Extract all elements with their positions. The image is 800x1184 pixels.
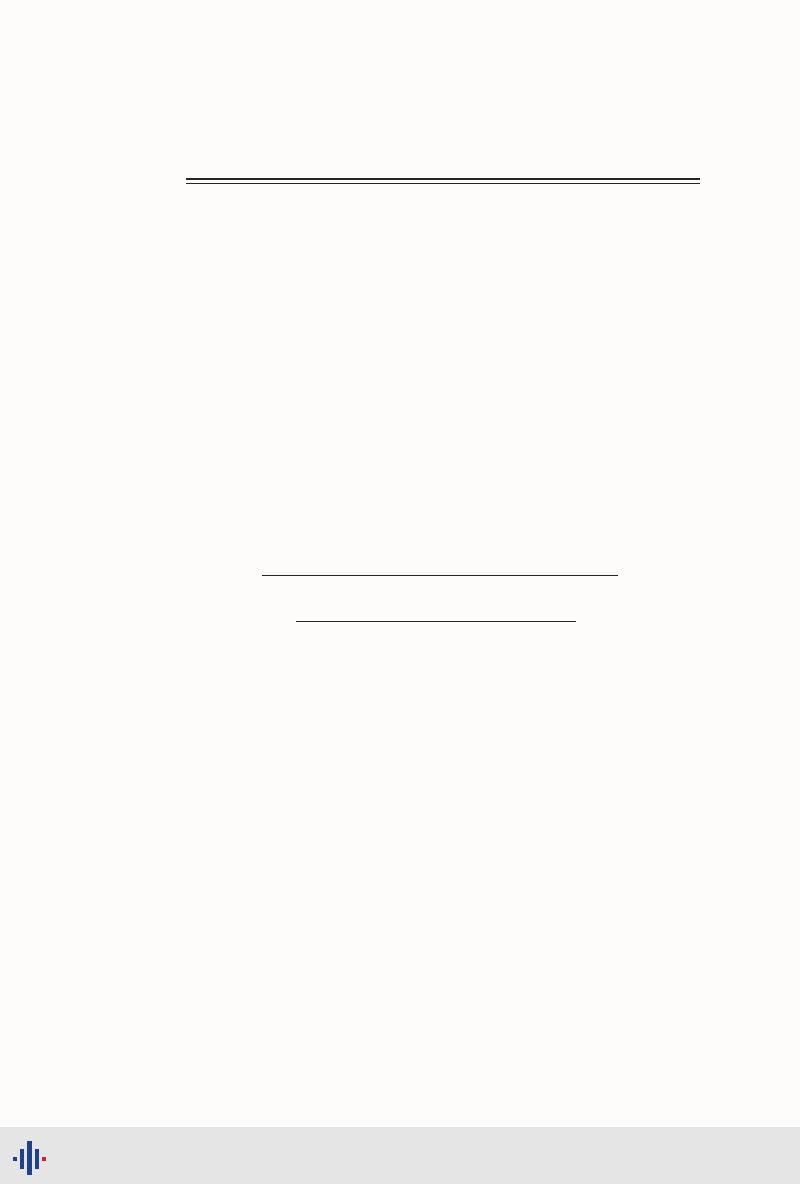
header-rule [186, 178, 700, 184]
viewer-footer [0, 1127, 800, 1184]
year-rule [296, 621, 576, 622]
page-header [186, 146, 706, 166]
ornamental-divider [186, 441, 700, 465]
title-rule [262, 575, 618, 576]
library-logo-icon [13, 1137, 53, 1175]
